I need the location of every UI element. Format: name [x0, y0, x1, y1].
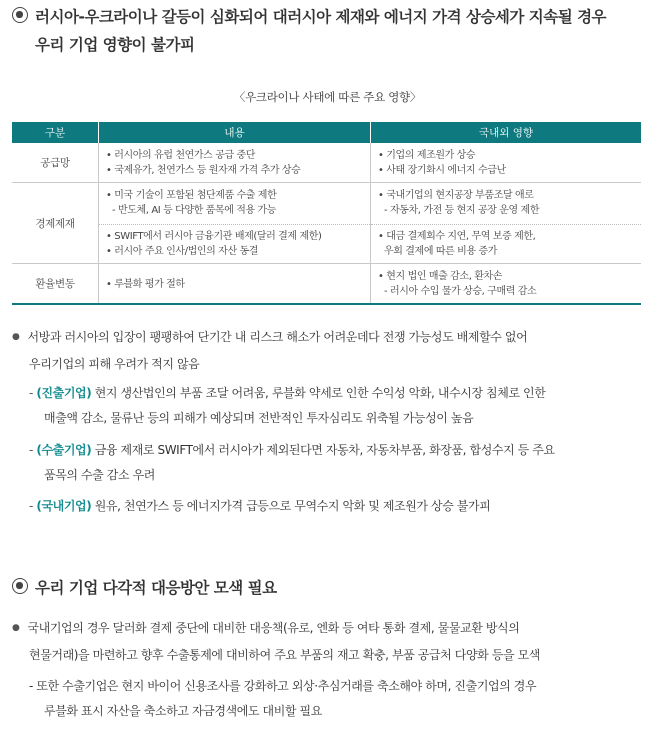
row-impact: • 현지 법인 매출 감소, 환차손 - 러시아 수입 물가 상승, 구매력 감소 — [370, 264, 641, 303]
row-content: • 미국 기술이 포함된 첨단제품 수출 제한 - 반도체, AI 등 다양한 품목에 적용 가능 • SWIFT에서 러시아 금융기관 배제(달러 결제 제한) • 러시아 주요 인사/법인의 자산 동결 — [98, 183, 370, 263]
header-impact: 국내외 영향 — [370, 122, 641, 143]
table-row — [12, 264, 641, 305]
category-tag: (수출기업) — [36, 443, 92, 457]
table-caption: 〈우크라이나 사태에 따른 주요 영향〉 — [233, 90, 422, 104]
row-category: 환율변동 — [35, 278, 75, 290]
row-content: • 루블화 평가 절하 — [98, 264, 370, 303]
category-tag: (국내기업) — [36, 499, 92, 513]
circle-dot-icon — [12, 7, 28, 23]
row-impact: • 국내기업의 현지공장 부품조달 애로 - 자동차, 가전 등 현지 공장 운영 제한 • 대금 결제회수 지연, 무역 보증 제한, 우회 결제에 따른 비용 증가 — [370, 183, 641, 263]
header-content: 내용 — [98, 122, 370, 143]
category-tag: (진출기업) — [36, 386, 92, 400]
header-category: 구분 — [44, 127, 66, 139]
bullet-paragraph: ● 국내기업의 경우 달러화 결제 중단에 대비한 대응책(유로, 엔화 등 여타 통화 결제, 물물교환 방식의 현물거래)을 마련하고 향후 수출통제에 대비하여 주요 부품의 재고 확충, 부품 공급처 다양화 등을 모색 — [12, 616, 642, 668]
section-heading-text: 러시아-우크라이나 갈등이 심화되어 대러시아 제재와 에너지 가격 상승세가 지속될 경우 우리 기업 영향이 불가피 — [35, 8, 607, 54]
table-header-row — [12, 122, 641, 143]
row-impact: • 기업의 제조원가 상승 • 사태 장기화시 에너지 수급난 — [370, 143, 641, 182]
section-heading-text: 우리 기업 다각적 대응방안 모색 필요 — [35, 579, 277, 597]
bullet-paragraph: ● 서방과 러시아의 입장이 팽팽하여 단기간 내 리스크 해소가 어려운데다 전쟁 가능성도 배제할수 없어 우리기업의 피해 우려가 적지 않음 — [12, 325, 642, 377]
dash-item-overseas-firms: - (진출기업) 현지 생산법인의 부품 조달 어려움, 루블화 약세로 인한 수익성 악화, 내수시장 침체로 인한 매출액 감소, 물류난 등의 피해가 예상되며 전반적인 투자심리도 위축될 가능성이 높음 — [29, 386, 546, 425]
dash-item-export-firms: - (수출기업) 금융 제재로 SWIFT에서 러시아가 제외된다면 자동차, 자동차부품, 화장품, 합성수지 등 주요 품목의 수출 감소 우려 — [29, 443, 555, 482]
section-heading-impact — [12, 3, 646, 59]
row-category: 공급망 — [40, 157, 70, 169]
dash-item-domestic-firms: - (국내기업) 원유, 천연가스 등 에너지가격 급등으로 무역수지 악화 및 제조원가 상승 불가피 — [29, 499, 491, 513]
section-heading-response — [12, 574, 277, 602]
row-category: 경제제재 — [35, 217, 75, 230]
impact-table — [12, 122, 641, 305]
circle-dot-icon — [12, 578, 28, 594]
row-content: • 러시아의 유럽 천연가스 공급 중단 • 국제유가, 천연가스 등 원자재 가격 추가 상승 — [98, 143, 370, 182]
dash-item-additional: - 또한 수출기업은 현지 바이어 신용조사를 강화하고 외상·추심거래를 축소해야 하며, 진출기업의 경우 루블화 표시 자산을 축소하고 자금경색에도 대비할 필요 — [29, 679, 537, 718]
table-row — [12, 143, 641, 183]
table-row — [12, 183, 641, 264]
